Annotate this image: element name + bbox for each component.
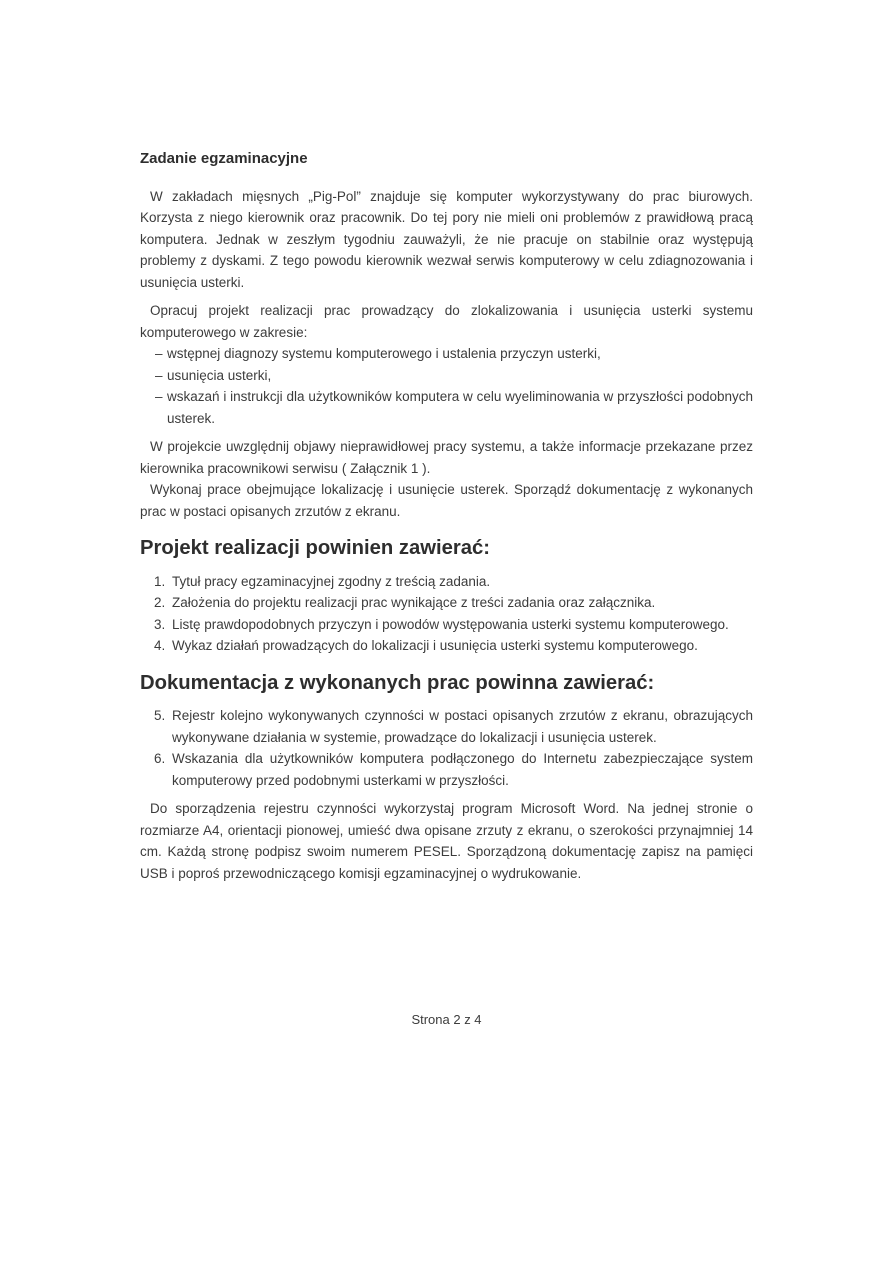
item-text: Rejestr kolejno wykonywanych czynności w postaci opisanych zrzutów z ekranu, obrazujących wykonywane działania w systemie, prowadzące do lokalizacji i usunięcia usterek. xyxy=(172,708,753,745)
requirement-item xyxy=(154,705,753,748)
closing-paragraph: Do sporządzenia rejestru czynności wykorzystaj program Microsoft Word. Na jednej stronie o rozmiarze A4, orientacji pionowej, umieść dwa opisane zrzuty z ekranu, o szerokości przynajmniej 14 cm. Każdą stronę podpisz swoim numerem PESEL. Sporządzoną dokumentację zapisz na pamięci USB i poproś przewodniczącego komisji egzaminacyjnej o wydrukowanie. xyxy=(140,801,753,881)
item-number: 3. xyxy=(154,616,166,632)
item-number: 2. xyxy=(154,595,166,610)
scope-item-text: usunięcia usterki, xyxy=(167,367,272,383)
requirement-item xyxy=(154,635,753,657)
item-text: Założenia do projektu realizacji prac wynikające z treści zadania oraz załącznika. xyxy=(172,595,656,610)
dash-marker: – xyxy=(155,389,163,404)
scope-item-text: wstępnej diagnozy systemu komputerowego i ustalenia przyczyn usterki, xyxy=(167,346,601,361)
page-number: Strona 2 z 4 xyxy=(411,1012,482,1027)
item-text: Wykaz działań prowadzących do lokalizacji i usunięcia usterki systemu komputerowego. xyxy=(172,638,698,653)
item-text: Tytuł pracy egzaminacyjnej zgodny z treścią zadania. xyxy=(172,573,491,589)
requirement-item xyxy=(154,571,753,593)
item-text: Listę prawdopodobnych przyczyn i powodów występowania usterki systemu komputerowego. xyxy=(172,616,729,632)
item-text: Wskazania dla użytkowników komputera podłączonego do Internetu zabezpieczające system komputerowy przed podobnymi usterkami w przyszłości. xyxy=(172,751,753,788)
intro-paragraph: W zakładach mięsnych „Pig-Pol” znajduje się komputer wykorzystywany do prac biurowych. Korzysta z niego kierownik oraz pracownik. Do tej pory nie mieli oni problemów z prawidłową pracą komputera. Jednak w zeszłym tygodniu zauważyli, że nie pracuje on stabilnie oraz występują problemy z dyskami. Z tego powodu kierownik wezwał serwis komputerowy w celu zdiagnozowania i usunięcia usterki. xyxy=(140,188,753,290)
requirement-item xyxy=(154,614,753,636)
document-content xyxy=(140,148,753,891)
dash-marker: – xyxy=(155,367,163,383)
scope-item-text: wskazań i instrukcji dla użytkowników komputera w celu wyeliminowania w przyszłości podobnych usterek. xyxy=(167,389,753,426)
item-number: 5. xyxy=(154,708,166,723)
requirement-item xyxy=(154,592,753,614)
scope-list xyxy=(140,343,753,429)
work-paragraph: Wykonaj prace obejmujące lokalizację i usunięcie usterek. Sporządź dokumentację z wykonanych prac w postaci opisanych zrzutów z ekranu. xyxy=(140,482,753,519)
section-heading-documentation: Dokumentacja z wykonanych prac powinna zawierać: xyxy=(140,671,655,694)
item-number: 1. xyxy=(154,573,166,589)
documentation-requirements-list xyxy=(140,705,753,791)
scope-list-item xyxy=(155,386,753,429)
note-paragraph: W projekcie uwzględnij objawy nieprawidłowej pracy systemu, a także informacje przekazane przez kierownika pracownikowi serwisu ( Załącznik 1 ). xyxy=(140,439,753,476)
scope-list-item xyxy=(155,343,753,365)
scope-list-item xyxy=(155,365,753,387)
dash-marker: – xyxy=(155,346,163,361)
requirement-item xyxy=(154,748,753,791)
project-requirements-list xyxy=(140,571,753,657)
page-title: Zadanie egzaminacyjne xyxy=(140,150,308,167)
item-number: 6. xyxy=(154,751,166,766)
item-number: 4. xyxy=(154,638,166,653)
task-intro-paragraph: Opracuj projekt realizacji prac prowadzący do zlokalizowania i usunięcia usterki systemu komputerowego w zakresie: xyxy=(140,303,753,340)
section-heading-project: Projekt realizacji powinien zawierać: xyxy=(140,537,491,559)
